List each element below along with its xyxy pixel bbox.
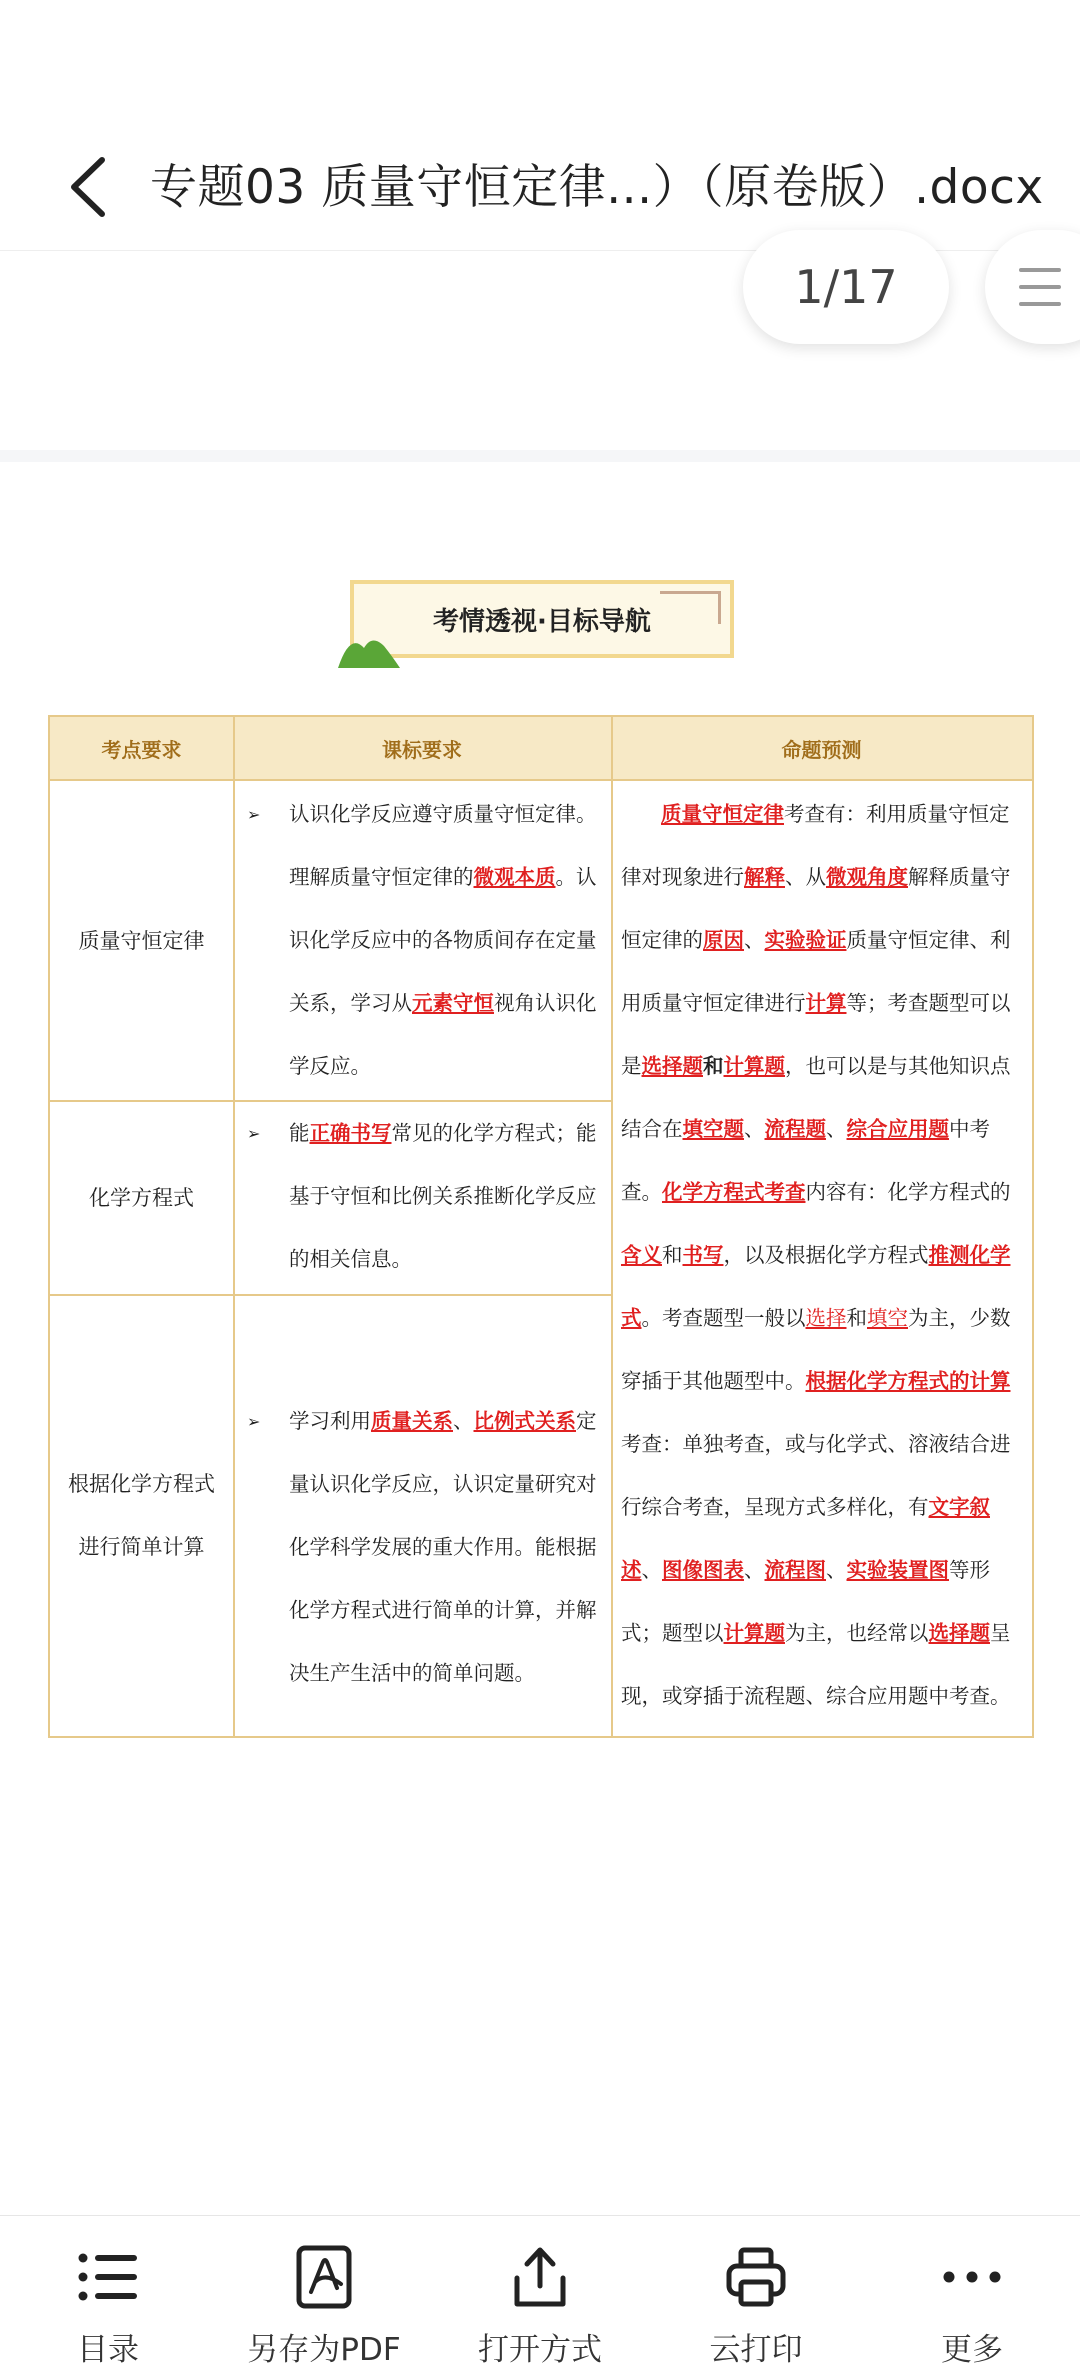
bottom-toolbar	[0, 2215, 1080, 2377]
chevron-left-icon	[62, 152, 122, 222]
column-header-prediction: 命题预测	[611, 717, 1032, 781]
table-row	[50, 1296, 233, 1736]
toolbar-catalog-button[interactable]	[0, 2216, 216, 2377]
table-row	[50, 783, 233, 1100]
section-banner-title: 考情透视·目标导航	[433, 606, 651, 637]
toolbar-label: 云打印	[709, 2332, 803, 2368]
standard-text: 学习利用质量关系、比例式关系定量认识化学反应，认识定量研究对化学科学发展的重大作用。能根据化学方程式进行简单的计算，并解决生产生活中的简单问题。	[289, 1409, 597, 1685]
standard-cell	[235, 1390, 610, 1690]
list-icon	[73, 2242, 143, 2312]
topic-cell: 化学方程式	[89, 1185, 194, 1210]
toolbar-label: 打开方式	[478, 2332, 602, 2368]
toolbar-open-with-button[interactable]	[432, 2216, 648, 2377]
more-icon	[937, 2242, 1007, 2312]
standard-text: 认识化学反应遵守质量守恒定律。理解质量守恒定律的微观本质。认识化学反应中的各物质间存在定量关系，学习从元素守恒视角认识化学反应。	[289, 802, 597, 1078]
page-separator	[0, 450, 1080, 462]
arrow-bullet-icon: ➢	[247, 1412, 261, 1431]
column-header-topic: 考点要求	[50, 717, 233, 781]
topic-cell: 质量守恒定律	[78, 929, 205, 953]
pdf-icon	[289, 2242, 359, 2312]
toolbar-cloud-print-button[interactable]	[648, 2216, 864, 2377]
topic-cell-line: 进行简单计算	[78, 1535, 205, 1559]
share-icon	[505, 2242, 575, 2312]
column-header-standard: 课标要求	[233, 717, 611, 781]
toolbar-label: 更多	[941, 2332, 1003, 2368]
arrow-bullet-icon: ➢	[247, 805, 261, 824]
top-app-bar	[0, 0, 1080, 251]
topic-cell-line: 根据化学方程式	[68, 1472, 215, 1496]
exam-info-table	[48, 715, 1034, 1738]
mountain-icon	[338, 630, 408, 670]
prediction-cell: 质量守恒定律考查有：利用质量守恒定律对现象进行解释、从微观角度解释质量守恒定律的原因、实验验证质量守恒定律、利用质量守恒定律进行计算等；考查题型可以是选择题和计算题，也可以是与其他知识点结合在填空题、流程题、综合应用题中考查。化学方程式考查内容有：化学方程式的含义和书写，以及根据化学方程式推测化学式。考查题型一般以选择和填空为主，少数穿插于其他题型中。根据化学方程式的计算考查：单独考查，或与化学式、溶液结合进行综合考查，呈现方式多样化，有文字叙述、图像图表、流程图、实验装置图等形式；题型以计算题为主，也经常以选择题呈现，或穿插于流程题、综合应用题中考查。	[621, 802, 1011, 1708]
standard-cell	[235, 783, 610, 1100]
toolbar-label: 另存为PDF	[247, 2332, 401, 2368]
document-title: 专题03 质量守恒定律...）（原卷版）.docx	[150, 160, 1044, 215]
banner-corner-decoration	[660, 591, 721, 624]
arrow-bullet-icon: ➢	[247, 1124, 261, 1143]
table-row	[50, 1102, 233, 1294]
back-button[interactable]	[62, 152, 122, 222]
standard-cell	[235, 1102, 610, 1294]
page-indicator[interactable]: 1/17	[743, 230, 949, 344]
printer-icon	[721, 2242, 791, 2312]
standard-text: 能正确书写常见的化学方程式；能基于守恒和比例关系推断化学反应的相关信息。	[289, 1121, 597, 1271]
toolbar-save-pdf-button[interactable]	[216, 2216, 432, 2377]
toolbar-label: 目录	[77, 2332, 139, 2368]
toolbar-more-button[interactable]	[864, 2216, 1080, 2377]
